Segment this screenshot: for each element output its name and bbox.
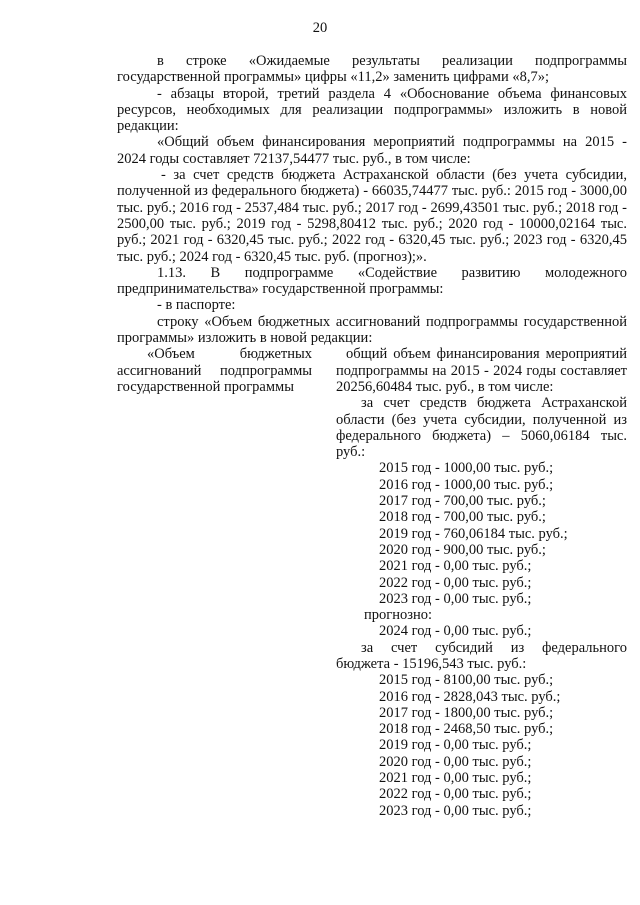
forecast-label: прогнозно: <box>364 607 432 624</box>
list-item: 2018 год - 2468,50 тыс. руб.; <box>379 721 554 738</box>
page-number: 20 <box>312 20 328 36</box>
total-financing: общий объем финансирования мероприятий подпрограммы на 2015 - 2024 годы составляет 20256,60484 тыс. руб., в том числе: <box>336 346 627 395</box>
paragraph: строку «Объем бюджетных ассигнований подпрограммы государственной программы» изложить в новой редакции: <box>117 313 627 347</box>
list-item: 2018 год - 700,00 тыс. руб.; <box>379 509 546 526</box>
list-item: 2015 год - 8100,00 тыс. руб.; <box>379 672 554 689</box>
regional-budget-heading: за счет средств бюджета Астраханской области (без учета субсидии, полученной из федерального бюджета) – 5060,06184 тыс. руб.: <box>336 395 627 461</box>
paragraph: в строке «Ожидаемые результаты реализации подпрограммы государственной программы» цифры «11,2» заменить цифрами «8,7»; <box>117 53 627 86</box>
list-item: 2019 год - 760,06184 тыс. руб.; <box>379 525 568 542</box>
list-item: 2023 год - 0,00 тыс. руб.; <box>379 802 532 819</box>
federal-budget-heading: за счет субсидий из федерального бюджета - 15196,543 тыс. руб.: <box>336 639 627 672</box>
list-item: 2021 год - 0,00 тыс. руб.; <box>379 770 532 787</box>
table-left-text: «Объем бюджетных ассигнований подпрограммы государственной программы <box>117 346 312 395</box>
list-item: 2022 год - 0,00 тыс. руб.; <box>379 574 532 591</box>
paragraph: 1.13. В подпрограмме «Содействие развитию молодежного предпринимательства» государственной программы: <box>117 264 627 298</box>
list-item: 2017 год - 700,00 тыс. руб.; <box>379 493 546 510</box>
list-item: 2016 год - 1000,00 тыс. руб.; <box>379 476 554 493</box>
paragraph: - абзацы второй, третий раздела 4 «Обоснование объема финансовых ресурсов, необходимых для реализации подпрограммы» изложить в новой редакции: <box>117 85 627 135</box>
list-item: 2020 год - 900,00 тыс. руб.; <box>379 541 546 558</box>
table-right-cell <box>336 346 627 819</box>
list-item: 2019 год - 0,00 тыс. руб.; <box>379 737 532 754</box>
forecast-year: 2024 год - 0,00 тыс. руб.; <box>379 623 532 640</box>
list-item: 2021 год - 0,00 тыс. руб.; <box>379 558 532 575</box>
document-body <box>117 53 627 819</box>
paragraph: - в паспорте: <box>157 297 236 314</box>
table-left-cell <box>117 346 312 819</box>
list-item: 2016 год - 2828,043 тыс. руб.; <box>379 688 561 705</box>
list-item: 2017 год - 1800,00 тыс. руб.; <box>379 704 554 721</box>
list-item: 2022 год - 0,00 тыс. руб.; <box>379 786 532 803</box>
paragraph: «Общий объем финансирования мероприятий подпрограммы на 2015 - 2024 годы составляет 72137,54477 тыс. руб., в том числе: <box>117 134 627 167</box>
list-item: 2015 год - 1000,00 тыс. руб.; <box>379 460 554 477</box>
paragraph: - за счет средств бюджета Астраханской области (без учета субсидии, полученной из федерального бюджета) - 66035,74477 тыс. руб.: 2015 год - 3000,00 тыс. руб.; 2016 год - 2537,484 тыс. руб.; 2017 год - 2699,43501 тыс. руб.; 2018 год - 2500,00 тыс. руб.; 2019 год - 5298,80412 тыс. руб.; 2020 год - 10000,02164 тыс. руб.; 2021 год - 6320,45 тыс. руб.; 2022 год - 6320,45 тыс. руб.; 2023 год - 6320,45 тыс. руб.; 2024 год - 6320,45 тыс. руб. (прогноз);». <box>117 167 627 265</box>
regional-years-list <box>336 460 627 607</box>
list-item: 2023 год - 0,00 тыс. руб.; <box>379 590 532 607</box>
budget-table <box>117 346 627 819</box>
federal-years-list <box>336 672 627 819</box>
list-item: 2020 год - 0,00 тыс. руб.; <box>379 753 532 770</box>
